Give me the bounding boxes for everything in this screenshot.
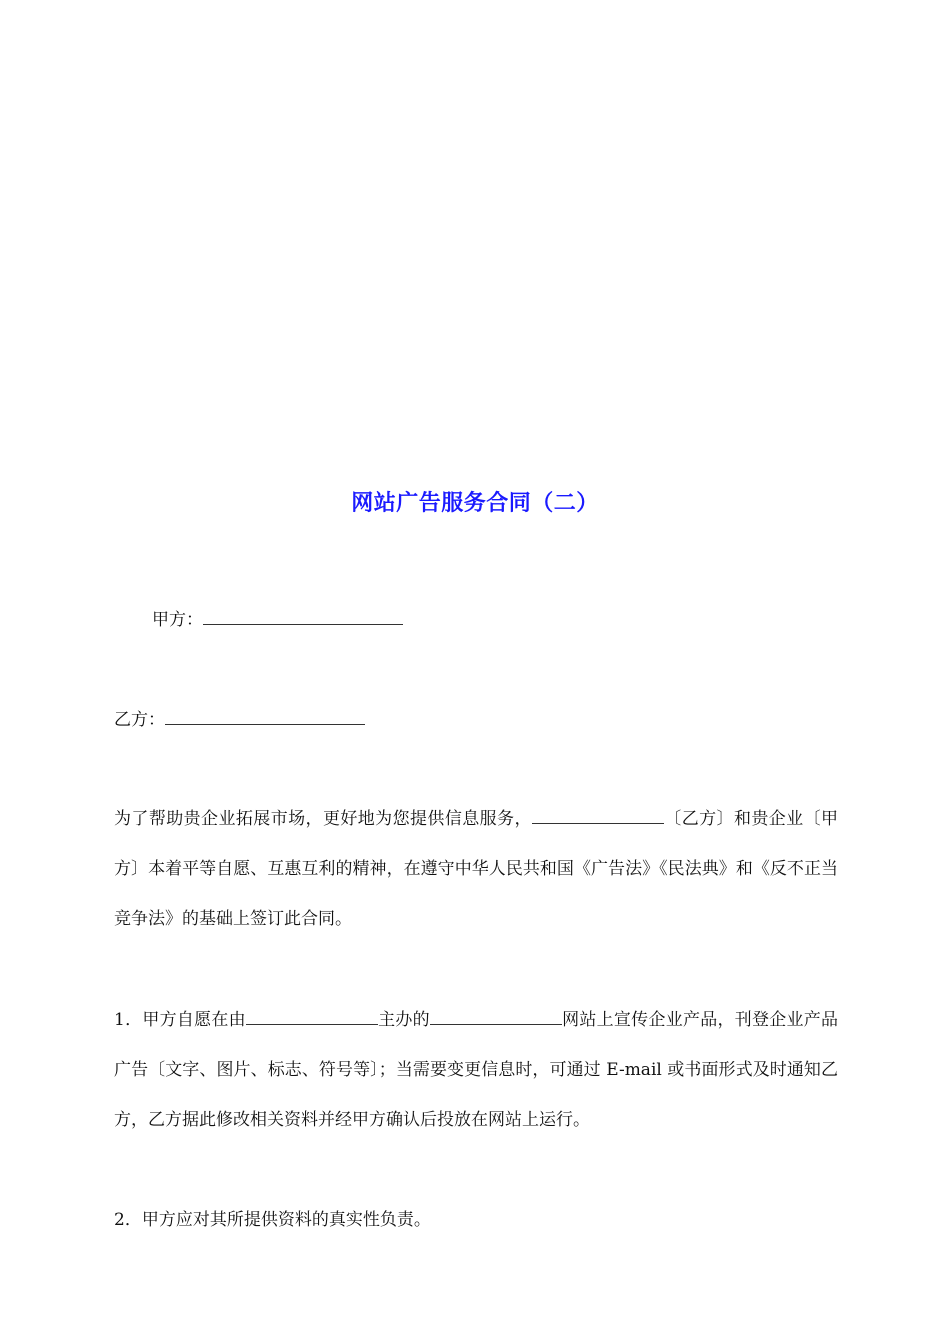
- clause-1-text-1: 1．甲方自愿在由: [114, 1010, 246, 1030]
- party-a-line: [152, 608, 403, 632]
- clause-1-text-3: 网站上宣传企业产品，刊登企业产品广告〔文字、图片、标志、符号等〕；当需要变更信息时，可通过 E-mail 或书面形式及时通知乙方，乙方据此修改相关资料并经甲方确认后投放在网站上运行。: [114, 1010, 839, 1130]
- party-b-line: [114, 708, 365, 732]
- clause-1-blank-1: [246, 1008, 378, 1025]
- clause-1: [114, 995, 838, 1145]
- party-a-blank: [203, 608, 403, 625]
- party-a-label: 甲方：: [152, 610, 203, 630]
- intro-paragraph: [114, 794, 838, 944]
- document-title: 网站广告服务合同（二）: [351, 491, 599, 516]
- clause-2: [114, 1195, 838, 1245]
- intro-blank: [532, 807, 664, 824]
- clause-1-blank-2: [430, 1008, 562, 1025]
- intro-text-2: 〔乙方〕和贵企业〔甲方〕本着平等自愿、互惠互利的精神，在遵守中华人民共和国《广告法》《民法典》和《反不正当竞争法》的基础上签订此合同。: [114, 809, 839, 929]
- intro-text-1: 为了帮助贵企业拓展市场，更好地为您提供信息服务，: [114, 809, 532, 829]
- clause-2-text: 2．甲方应对其所提供资料的真实性负责。: [114, 1210, 431, 1230]
- party-b-blank: [165, 708, 365, 725]
- party-b-label: 乙方：: [114, 710, 165, 730]
- clause-1-text-2: 主办的: [377, 1010, 430, 1030]
